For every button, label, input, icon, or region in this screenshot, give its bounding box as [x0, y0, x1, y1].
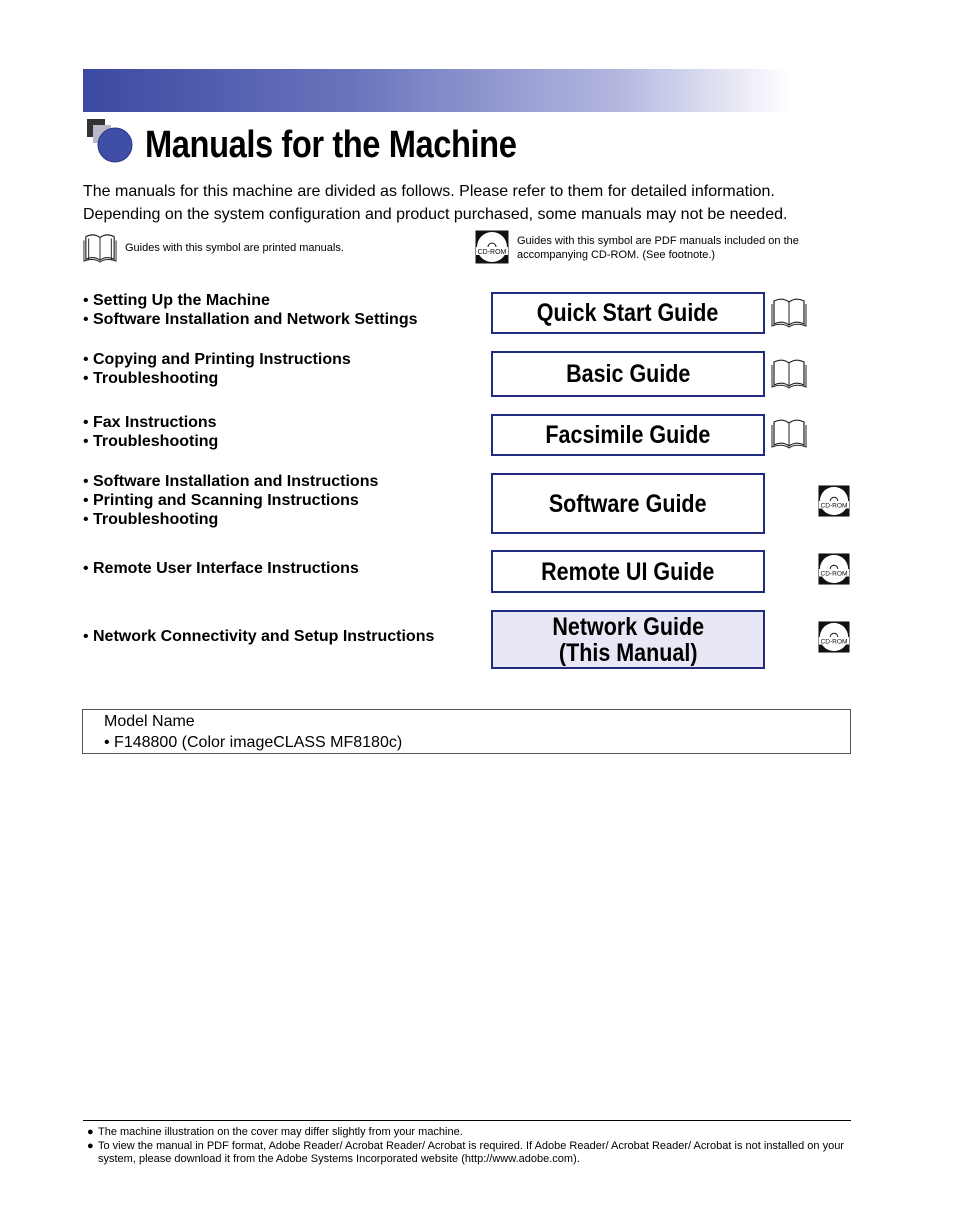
cd-rom-icon [818, 621, 850, 653]
guide-box-basic [491, 351, 765, 397]
intro-line-2: Depending on the system configuration and product purchased, some manuals may not be needed. [83, 206, 788, 223]
bullet-item: • Setting Up the Machine [83, 291, 418, 310]
bullet-item: • Remote User Interface Instructions [83, 559, 359, 578]
bullet-item: • Network Connectivity and Setup Instructions [83, 627, 434, 646]
footnote-divider [83, 1120, 851, 1121]
bullet-item: • Software Installation and Network Settings [83, 310, 418, 329]
bullet-item: • Copying and Printing Instructions [83, 350, 351, 369]
model-heading: Model Name [104, 713, 195, 730]
guide-bullets-facsimile [83, 413, 218, 451]
bullet-dot: ● [87, 1139, 94, 1152]
title-squares-icon [86, 118, 134, 164]
book-icon [83, 230, 117, 264]
footnote-text: The machine illustration on the cover may differ slightly from your machine. [98, 1126, 463, 1138]
intro-text [83, 180, 787, 226]
guide-box-quick-start [491, 292, 765, 334]
bullet-item: • Fax Instructions [83, 413, 218, 432]
cd-rom-icon [818, 553, 850, 585]
legend-printed-text: Guides with this symbol are printed manuals. [125, 242, 344, 254]
bullet-item: • Printing and Scanning Instructions [83, 491, 378, 510]
guide-label: Facsimile Guide [545, 421, 711, 449]
guide-label: Basic Guide [565, 360, 691, 388]
legend-pdf-line-2: accompanying CD-ROM. (See footnote.) [517, 249, 716, 261]
guide-label: Network Guide (This Manual) [552, 612, 704, 667]
svg-text:CD-ROM: CD-ROM [820, 570, 848, 578]
guide-bullets-software [83, 472, 378, 529]
guide-box-remote-ui [491, 550, 765, 593]
guide-label: Software Guide [549, 489, 707, 518]
legend-pdf-text [517, 234, 799, 262]
legend-pdf-line-1: Guides with this symbol are PDF manuals included on the [517, 235, 799, 247]
guide-box-facsimile [491, 414, 765, 456]
bullet-item: • Troubleshooting [83, 432, 218, 451]
bullet-item: • Software Installation and Instructions [83, 472, 378, 491]
guide-bullets-basic [83, 350, 351, 388]
guide-bullets-remote-ui [83, 559, 359, 578]
guide-box-network-current [491, 610, 765, 669]
footnote-item [87, 1126, 857, 1140]
guide-bullets-quick-start [83, 291, 418, 329]
footnotes [87, 1126, 857, 1167]
intro-line-1: The manuals for this machine are divided as follows. Please refer to them for detailed information. [83, 183, 775, 200]
guide-label: Remote UI Guide [541, 557, 715, 586]
bullet-dot: ● [87, 1126, 94, 1138]
guide-bullets-network [83, 627, 434, 646]
cd-rom-icon [475, 230, 509, 264]
model-item: • F148800 (Color imageCLASS MF8180c) [104, 734, 403, 751]
page-title: Manuals for the Machine [145, 124, 517, 166]
book-icon [771, 296, 807, 328]
footnote-text: To view the manual in PDF format, Adobe Reader/ Acrobat Reader/ Acrobat is required. If Adobe Reader/ Acrobat Reader/ Acrobat is not installed on your system, please download it from the Adobe Systems Incorporated website (http://www.adobe.com). [98, 1139, 844, 1165]
bullet-item: • Troubleshooting [83, 369, 351, 388]
book-icon [771, 417, 807, 449]
svg-text:CD-ROM: CD-ROM [477, 249, 507, 256]
header-banner [83, 69, 851, 112]
svg-text:CD-ROM: CD-ROM [820, 502, 848, 510]
bullet-item: • Troubleshooting [83, 510, 378, 529]
guide-label: Quick Start Guide [537, 299, 719, 327]
svg-text:CD-ROM: CD-ROM [820, 638, 848, 646]
footnote-item [87, 1140, 857, 1167]
book-icon [771, 357, 807, 389]
guide-box-software [491, 473, 765, 534]
cd-rom-icon [818, 485, 850, 517]
model-name-box [82, 709, 851, 754]
